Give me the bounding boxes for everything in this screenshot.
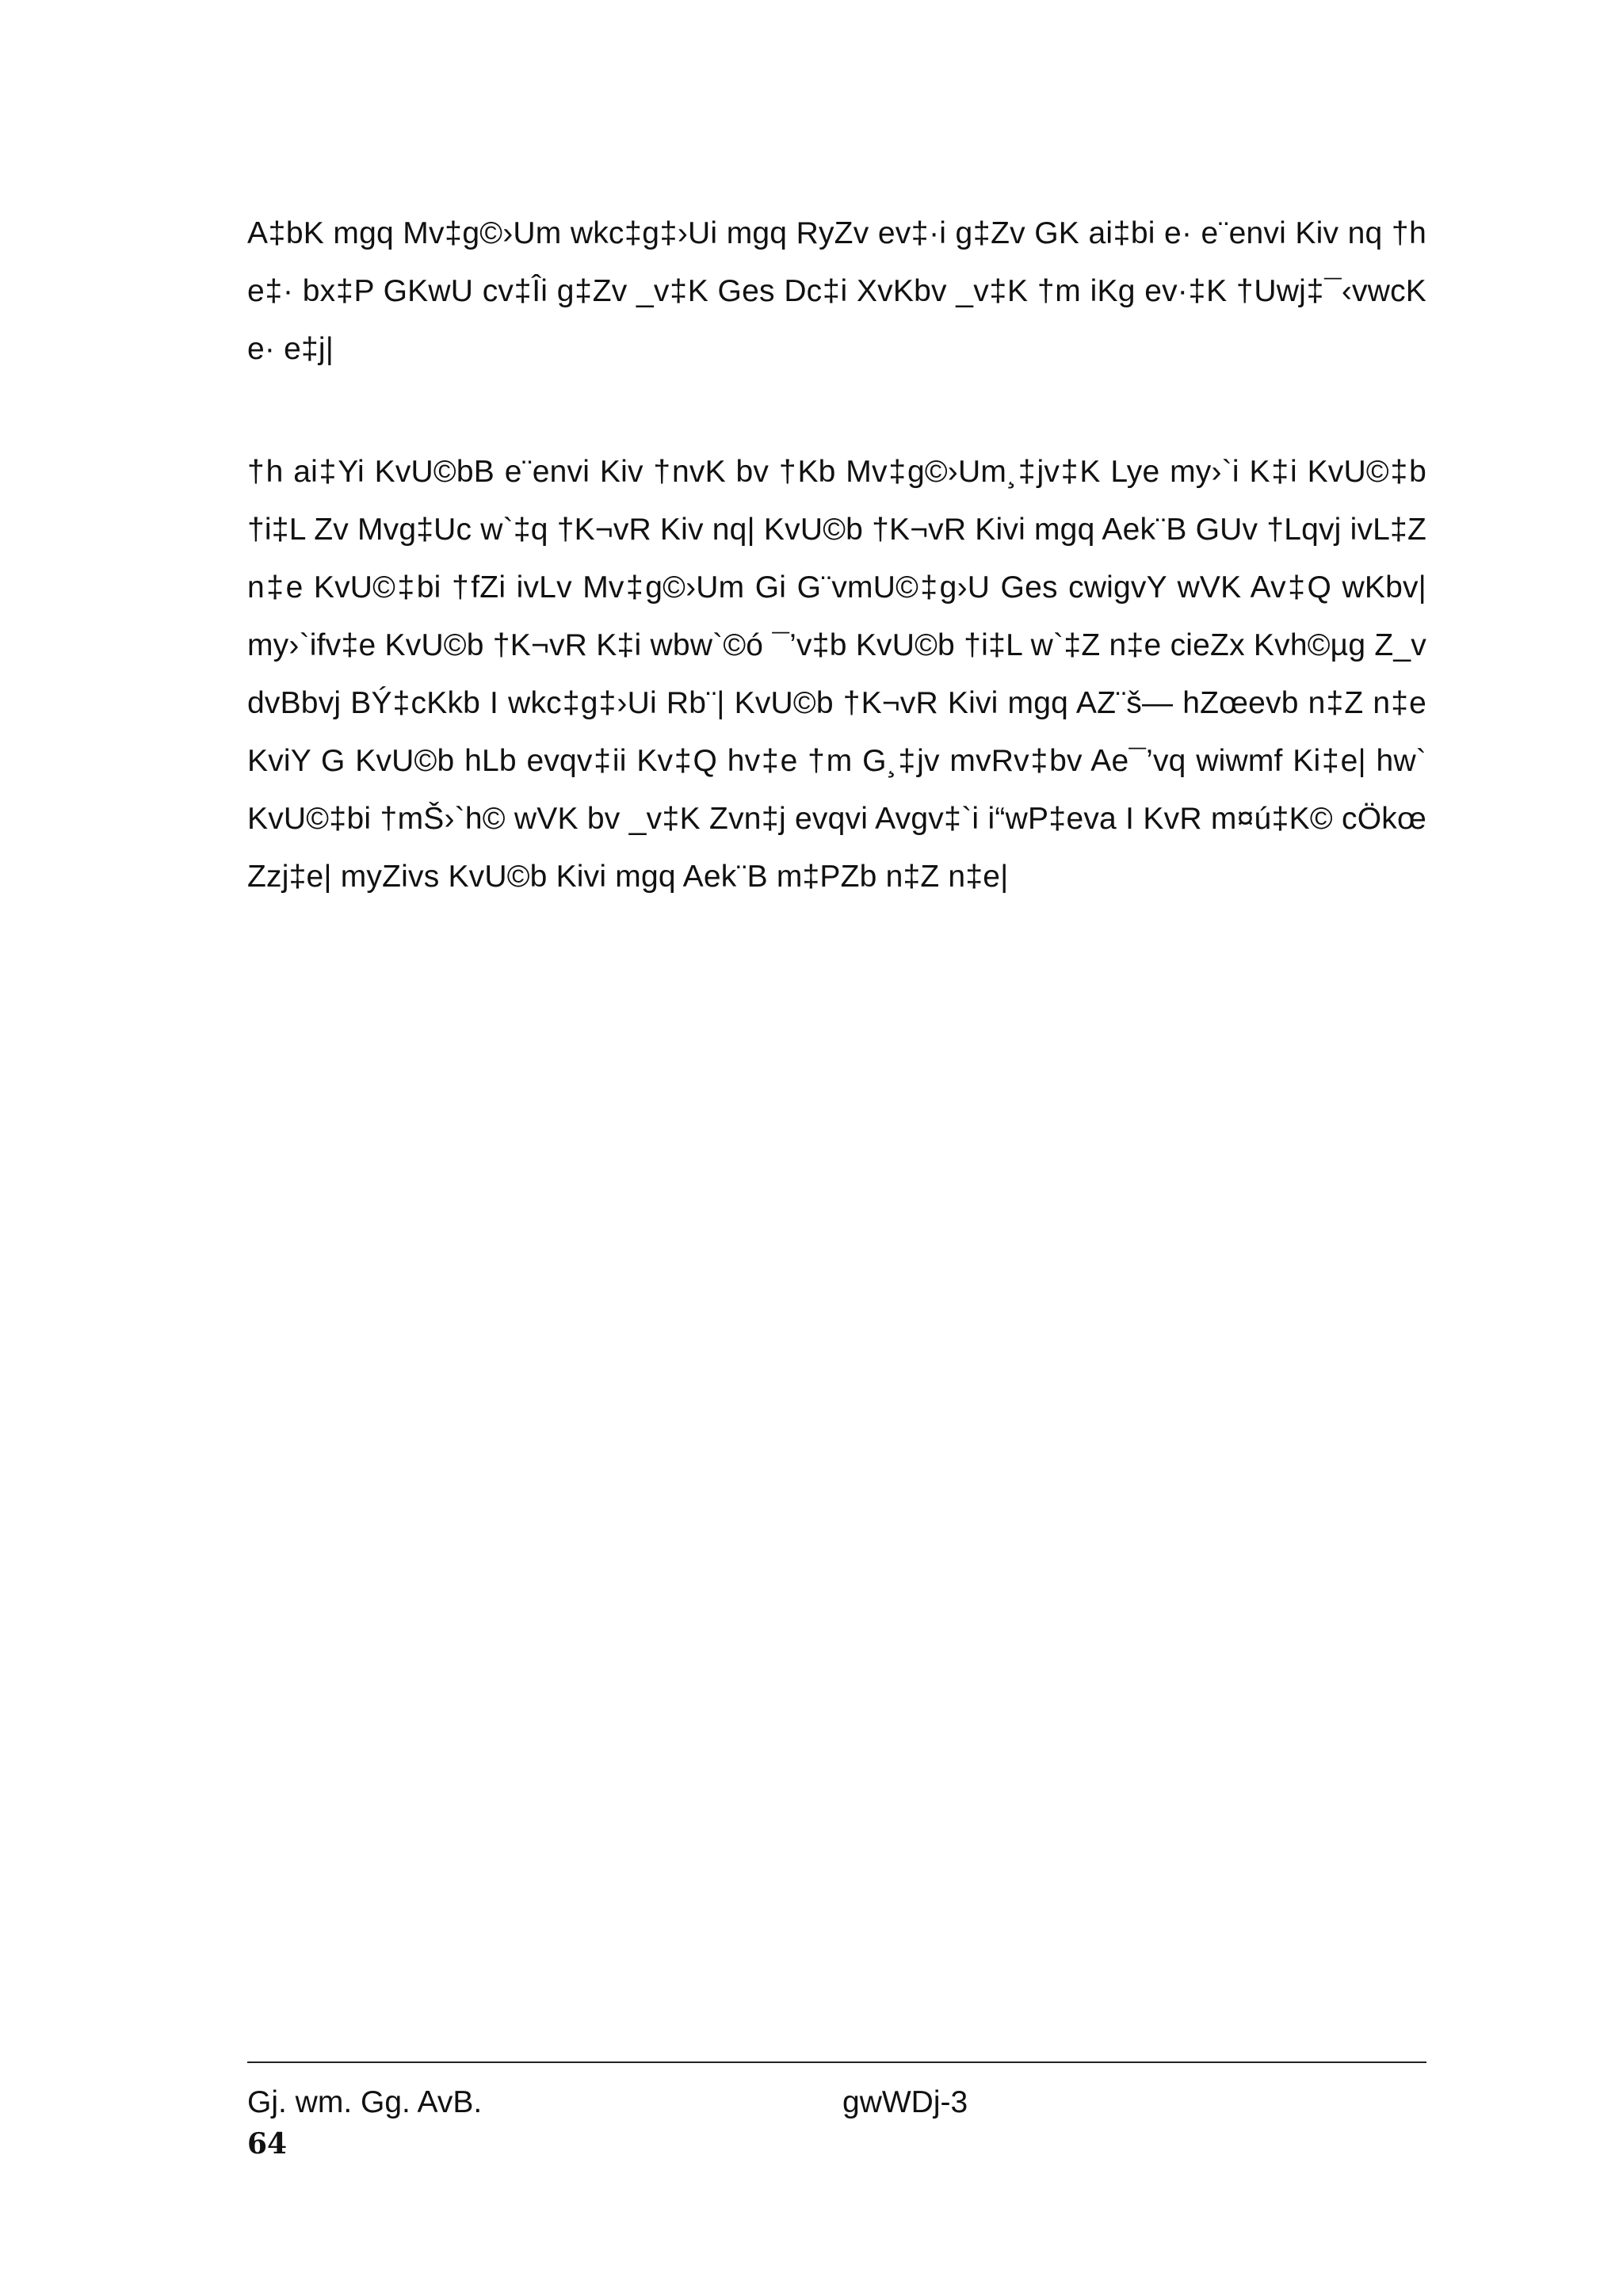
footer-divider (247, 2061, 1426, 2063)
paragraph-1: A‡bK mgq Mv‡g©›Um wkc‡g‡›Ui mgq RyZv ev‡·i g‡Zv GK ai‡bi e· e¨envi Kiv nq †h e‡· bx‡P GKwU cv‡Îi g‡Zv _v‡K Ges Dc‡i XvKbv _v‡K †m iKg ev·‡K †Uwj‡¯‹vwcK e· e‡j| (247, 216, 1426, 366)
footer-institution: Gj. wm. Gg. AvB. (247, 2085, 483, 2119)
footer-module: gwWDj-3 (842, 2085, 968, 2119)
page-number: 64 (247, 2127, 288, 2161)
paragraph-2: †h ai‡Yi KvU©bB e¨envi Kiv †nvK bv †Kb Mv‡g©›Um¸‡jv‡K Lye my›`i K‡i KvU©‡b †i‡L Zv Mvg‡Uc w`‡q †K¬vR Kiv nq| KvU©b †K¬vR Kivi mgq Aek¨B GUv †Lqvj ivL‡Z n‡e KvU©‡bi †fZi ivLv Mv‡g©›Um Gi G¨vmU©‡g›U Ges cwigvY wVK Av‡Q wKbv| my›`ifv‡e KvU©b †K¬vR K‡i wbw`©ó ¯’v‡b KvU©b †i‡L w`‡Z n‡e cieZx Kvh©µg Z_v dvBbvj BÝ‡cKkb I wkc‡g‡›Ui Rb¨| KvU©b †K¬vR Kivi mgq AZ¨š— hZœevb n‡Z n‡e KviY G KvU©b hLb evqv‡ii Kv‡Q hv‡e †m G¸‡jv mvRv‡bv Ae¯’vq wiwmf Ki‡e| hw` KvU©‡bi †mŠ›`h© wVK bv _v‡K Zvn‡j evqvi Avgv‡`i i“wP‡eva I KvR m¤ú‡K© cÖkœ Zzj‡e| myZivs KvU©b Kivi mgq Aek¨B m‡PZb n‡Z n‡e| (247, 455, 1426, 894)
body-text (247, 204, 1426, 971)
